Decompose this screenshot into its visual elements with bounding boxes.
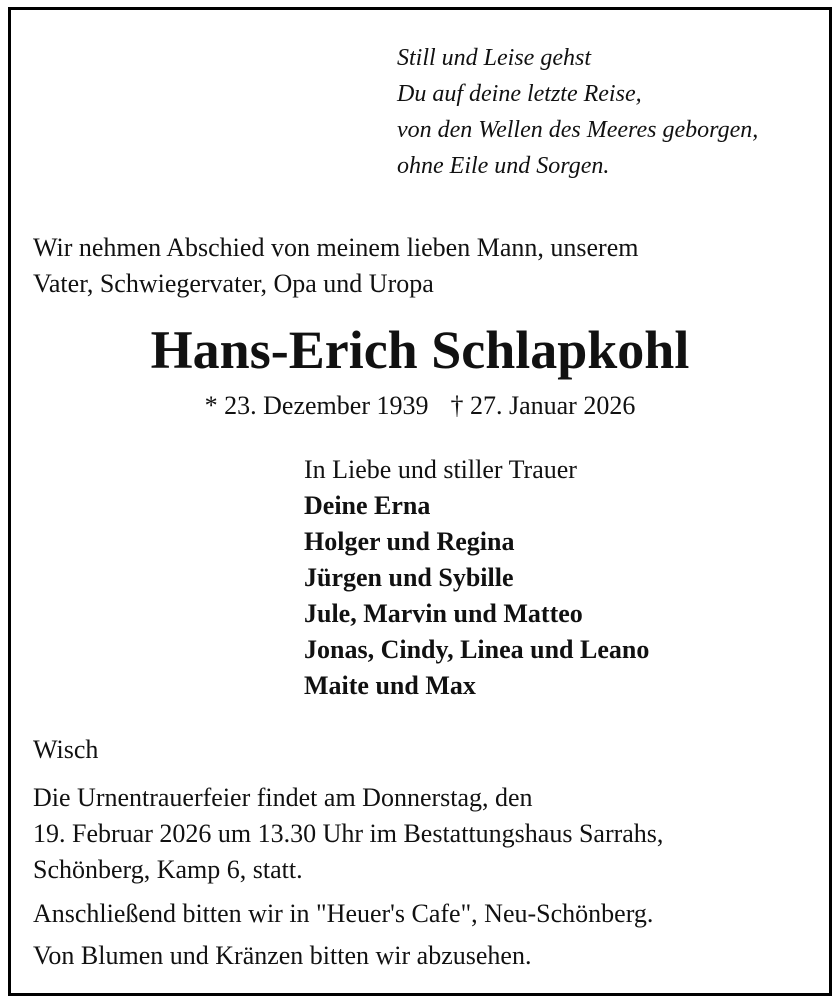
afterwards-note: Anschließend bitten wir in "Heuer's Cafe", Neu-Schönberg. — [33, 899, 654, 928]
mourner-name: Jonas, Cindy, Linea und Leano — [304, 635, 650, 664]
birth-date: * 23. Dezember 1939 — [204, 391, 429, 420]
mourner-name: Deine Erna — [304, 491, 431, 520]
poem-line: ohne Eile und Sorgen. — [397, 153, 610, 179]
mourning-phrase: In Liebe und stiller Trauer — [304, 455, 577, 484]
memorial-poem — [397, 40, 758, 184]
mourner-name: Holger und Regina — [304, 527, 515, 556]
ceremony-details — [33, 780, 663, 888]
flowers-note: Von Blumen und Kränzen bitten wir abzusehen. — [33, 941, 532, 970]
intro-line: Wir nehmen Abschied von meinem lieben Mann, unserem — [33, 233, 639, 262]
poem-line: von den Wellen des Meeres geborgen, — [397, 117, 759, 143]
intro-line: Vater, Schwiegervater, Opa und Uropa — [33, 269, 434, 298]
mourner-name: Jürgen und Sybille — [304, 563, 514, 592]
place-name: Wisch — [33, 735, 99, 764]
deceased-name: Hans-Erich Schlapkohl — [150, 320, 690, 380]
obituary-notice — [8, 7, 832, 996]
ceremony-line: Die Urnentrauerfeier findet am Donnerstag, den — [33, 783, 533, 812]
mourner-name: Jule, Marvin und Matteo — [304, 599, 583, 628]
poem-line: Du auf deine letzte Reise, — [397, 81, 642, 107]
poem-line: Still und Leise gehst — [397, 45, 591, 71]
ceremony-line: 19. Februar 2026 um 13.30 Uhr im Bestattungshaus Sarrahs, — [33, 819, 664, 848]
mourner-name: Maite und Max — [304, 671, 476, 700]
mourners-list — [304, 452, 649, 704]
farewell-intro — [33, 230, 638, 302]
life-dates — [11, 388, 829, 424]
death-date: † 27. Januar 2026 — [450, 391, 636, 420]
ceremony-line: Schönberg, Kamp 6, statt. — [33, 855, 303, 884]
